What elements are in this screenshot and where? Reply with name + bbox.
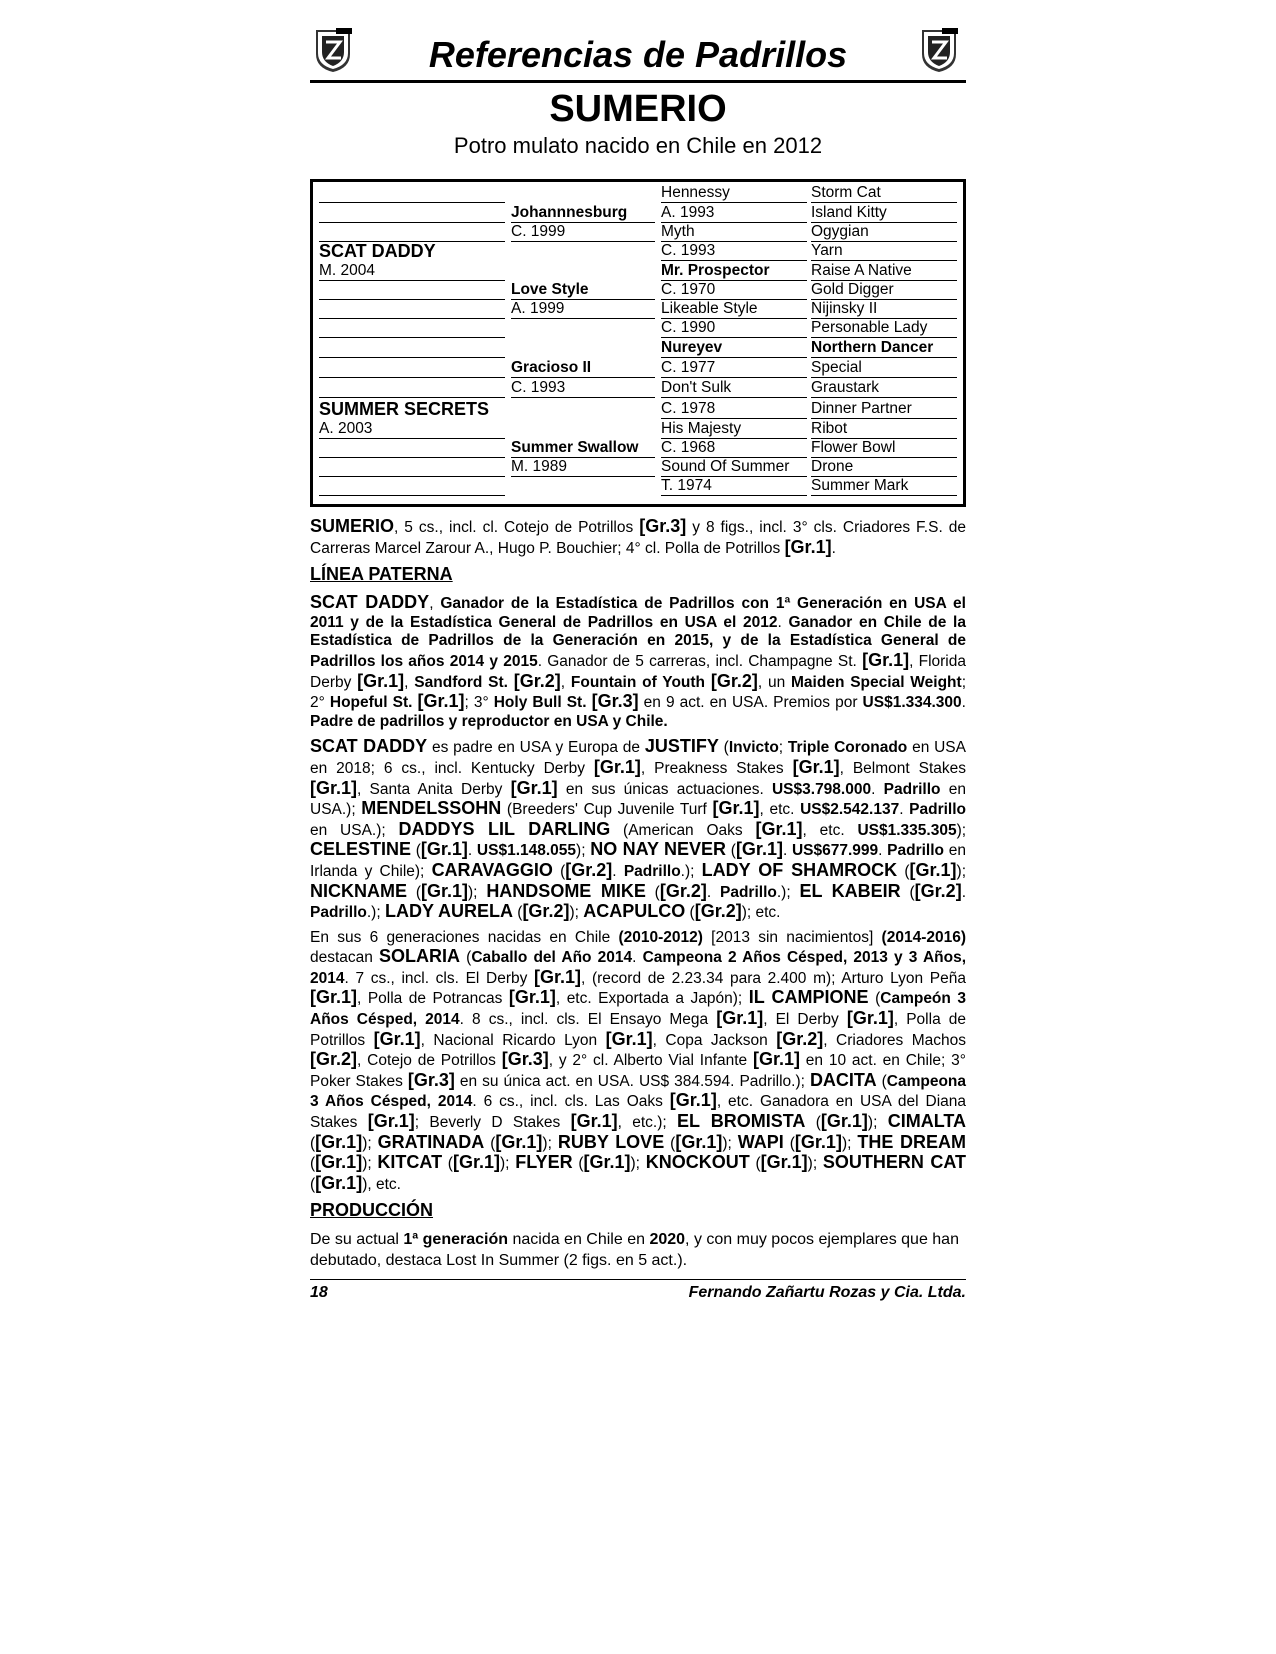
pedigree-g2-name: Gracioso II bbox=[511, 359, 655, 378]
header-title: Referencias de Padrillos bbox=[428, 34, 848, 75]
intro-horse-name: SUMERIO bbox=[310, 516, 395, 536]
page-header bbox=[310, 22, 966, 80]
pedigree-rule bbox=[319, 458, 505, 477]
pedigree-g3-info: C. 1978 bbox=[661, 400, 807, 419]
pedigree-sire-info: M. 2004 bbox=[319, 262, 505, 281]
pedigree-g4: Personable Lady bbox=[811, 319, 957, 338]
pedigree-g2-name: Summer Swallow bbox=[511, 439, 655, 458]
pedigree-rule bbox=[319, 204, 505, 223]
section-heading-linea-paterna: LÍNEA PATERNA bbox=[310, 564, 453, 585]
pedigree-g3-info: C. 1970 bbox=[661, 281, 807, 300]
body-text bbox=[310, 593, 966, 1194]
pedigree-g2-info: C. 1993 bbox=[511, 379, 655, 398]
document-page bbox=[310, 22, 966, 1306]
pedigree-g4: Yarn bbox=[811, 242, 957, 261]
pedigree-g4: Dinner Partner bbox=[811, 400, 957, 419]
pedigree-g3-name: Hennessy bbox=[661, 184, 807, 203]
pedigree-g4: Island Kitty bbox=[811, 204, 957, 223]
intro-paragraph bbox=[310, 517, 966, 558]
pedigree-g4: Drone bbox=[811, 458, 957, 477]
pedigree-rule bbox=[319, 379, 505, 398]
pedigree-dam: SUMMER SECRETS bbox=[319, 399, 490, 419]
pedigree-g3-name: Mr. Prospector bbox=[661, 262, 807, 281]
pedigree-g4: Gold Digger bbox=[811, 281, 957, 300]
pedigree-g3-name: Don't Sulk bbox=[661, 379, 807, 398]
intro-text: y 8 figs., incl. 3° cls. Criadores F.S. de Carreras Marcel Zarour A., Hugo P. Bouchier; 4° cl. Polla de Potrillos bbox=[310, 519, 966, 557]
pedigree-g3-info: T. 1974 bbox=[661, 477, 807, 496]
pedigree-g4: Storm Cat bbox=[811, 184, 957, 203]
pedigree-rule bbox=[319, 300, 505, 319]
pedigree-table bbox=[310, 179, 966, 507]
pedigree-g3-name: Likeable Style bbox=[661, 300, 807, 319]
pedigree-rule bbox=[319, 223, 505, 242]
page-footer bbox=[310, 1279, 966, 1306]
pedigree-rule bbox=[319, 281, 505, 300]
pedigree-g2-info: A. 1999 bbox=[511, 300, 655, 319]
pedigree-g4: Raise A Native bbox=[811, 262, 957, 281]
grade-badge: [Gr.3] bbox=[639, 516, 687, 536]
intro-text: , 5 cs., incl. cl. Cotejo de Potrillos bbox=[394, 519, 640, 536]
paragraph-chile-generations: En sus 6 generaciones nacidas en Chile (2010-2012) [2013 sin nacimientos] (2014-2016) destacan SOLARIA (Caballo del Año 2014. Campeona 2 Años Césped, 2013 y 3 Años, 2014. 7 cs., incl. cls. El Derby [Gr.1], (record de 2.23.34 para 2.400 m); Arturo Lyon Peña [Gr.1], Polla de Potrancas [Gr.1], etc. Exportada a Japón); IL CAMPIONE (Campeón 3 Años Césped, 2014. 8 cs., incl. cls. El Ensayo Mega [Gr.1], El Derby [Gr.1], Polla de Potrillos [Gr.1], Nacional Ricardo Lyon [Gr.1], Copa Jackson [Gr.2], Criadores Machos [Gr.2], Cotejo de Potrillos [Gr.3], y 2° cl. Alberto Vial Infante [Gr.1] en 10 act. en Chile; 3° Poker Stakes [Gr.3] en su única act. en USA. US$ 384.594. Padrillo.); DACITA (Campeona 3 Años Césped, 2014. 6 cs., incl. cls. Las Oaks [Gr.1], etc. Ganadora en USA del Diana Stakes [Gr.1]; Beverly D Stakes [Gr.1], etc.); EL BROMISTA ([Gr.1]); CIMALTA ([Gr.1]); GRATINADA ([Gr.1]); RUBY LOVE ([Gr.1]); WAPI ([Gr.1]); THE DREAM ([Gr.1]); KITCAT ([Gr.1]); FLYER ([Gr.1]); KNOCKOUT ([Gr.1]); SOUTHERN CAT ([Gr.1]), etc. bbox=[310, 928, 967, 1193]
pedigree-g3-name: Nureyev bbox=[661, 339, 807, 358]
publisher-name: Fernando Zañartu Rozas y Cia. Ltda. bbox=[688, 1284, 966, 1302]
pedigree-g4: Graustark bbox=[811, 379, 957, 398]
pedigree-g4: Special bbox=[811, 359, 957, 378]
pedigree-g2-name: Love Style bbox=[511, 281, 655, 300]
pedigree-g3-info: C. 1968 bbox=[661, 439, 807, 458]
pedigree-rule bbox=[319, 339, 505, 358]
section-heading-produccion: PRODUCCIÓN bbox=[310, 1200, 434, 1221]
paragraph-scat-daddy-progeny: SCAT DADDY es padre en USA y Europa de JUSTIFY (Invicto; Triple Coronado en USA en 2018; 6 cs., incl. Kentucky Derby [Gr.1], Preakness Stakes [Gr.1], Belmont Stakes [Gr.1], Santa Anita Derby [Gr.1] en sus únicas actuaciones. US$3.798.000. Padrillo en USA.); MENDELSSOHN (Breeders' Cup Juvenile Turf [Gr.1], etc. US$2.542.137. Padrillo en USA.); DADDYS LIL DARLING (American Oaks [Gr.1], etc. US$1.335.305); CELESTINE ([Gr.1]. US$1.148.055); NO NAY NEVER ([Gr.1]. US$677.999. Padrillo en Irlanda y Chile); CARAVAGGIO ([Gr.2]. Padrillo.); LADY OF SHAMROCK ([Gr.1]); NICKNAME ([Gr.1]); HANDSOME MIKE ([Gr.2]. Padrillo.); EL KABEIR ([Gr.2]. Padrillo.); LADY AURELA ([Gr.2]); ACAPULCO ([Gr.2]); etc. bbox=[310, 736, 967, 922]
pedigree-rule bbox=[319, 319, 505, 338]
paragraph-produccion: De su actual 1ª generación nacida en Chile en 2020, y con muy pocos ejemplares que han debutado, destaca Lost In Summer (2 figs. en 5 act.). bbox=[310, 1231, 959, 1270]
logo-shield-icon bbox=[916, 24, 962, 74]
pedigree-g4: Northern Dancer bbox=[811, 339, 957, 358]
pedigree-sire: SCAT DADDY bbox=[319, 241, 436, 261]
pedigree-g4: Ogygian bbox=[811, 223, 957, 242]
pedigree-g4: Summer Mark bbox=[811, 477, 957, 496]
pedigree-g3-name: Myth bbox=[661, 223, 807, 242]
pedigree-g3-info: C. 1993 bbox=[661, 242, 807, 261]
paragraph-scat-daddy-record: SCAT DADDY, Ganador de la Estadística de Padrillos con 1ª Generación en USA el 2011 y de la Estadística General de Padrillos en USA el 2012. Ganador en Chile de la Estadística de Padrillos de la Generación en 2015, y de la Estadística General de Padrillos los años 2014 y 2015. Ganador de 5 carreras, incl. Champagne St. [Gr.1], Florida Derby [Gr.1], Sandford St. [Gr.2], Fountain of Youth [Gr.2], un Maiden Special Weight; 2° Hopeful St. [Gr.1]; 3° Holy Bull St. [Gr.3] en 9 act. en USA. Premios por US$1.334.300. Padre de padrillos y reproductor en USA y Chile. bbox=[310, 592, 966, 730]
pedigree-rule bbox=[319, 184, 505, 203]
pedigree-g3-info: A. 1993 bbox=[661, 204, 807, 223]
pedigree-rule bbox=[319, 359, 505, 378]
pedigree-g3-name: His Majesty bbox=[661, 420, 807, 439]
pedigree-g3-info: C. 1990 bbox=[661, 319, 807, 338]
page-number: 18 bbox=[310, 1284, 328, 1302]
pedigree-g3-name: Sound Of Summer bbox=[661, 458, 807, 477]
header-rule bbox=[310, 80, 966, 83]
pedigree-g4: Flower Bowl bbox=[811, 439, 957, 458]
pedigree-dam-info: A. 2003 bbox=[319, 420, 505, 439]
pedigree-rule bbox=[319, 439, 505, 458]
pedigree-g3-info: C. 1977 bbox=[661, 359, 807, 378]
pedigree-g4: Nijinsky II bbox=[811, 300, 957, 319]
horse-name: SUMERIO bbox=[549, 88, 727, 130]
pedigree-g2-name: Johannnesburg bbox=[511, 204, 655, 223]
grade-badge: [Gr.1] bbox=[784, 536, 832, 557]
horse-subtitle: Potro mulato nacido en Chile en 2012 bbox=[453, 133, 823, 158]
intro-text: . bbox=[831, 539, 836, 557]
pedigree-rule bbox=[319, 477, 505, 496]
pedigree-g4: Ribot bbox=[811, 420, 957, 439]
pedigree-g2-info: C. 1999 bbox=[511, 223, 655, 242]
pedigree-g2-info: M. 1989 bbox=[511, 458, 655, 477]
